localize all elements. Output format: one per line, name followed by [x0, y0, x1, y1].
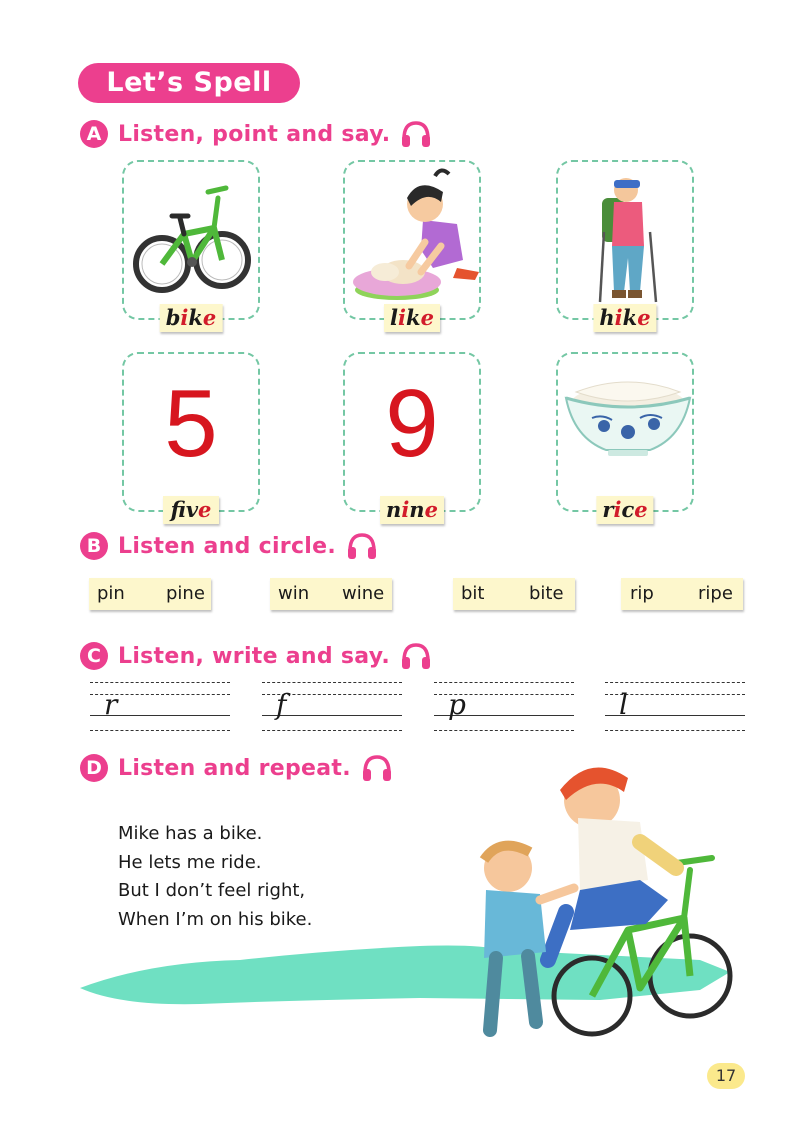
word-option[interactable]: win [278, 583, 310, 604]
headphones-icon[interactable] [400, 641, 432, 671]
hiker-picture [558, 162, 696, 322]
headphones-icon[interactable] [400, 119, 432, 149]
section-c-letter: C [80, 642, 108, 670]
headphones-icon[interactable] [361, 753, 393, 783]
writing-lines-4[interactable] [605, 680, 745, 732]
word-option[interactable]: bite [529, 583, 564, 604]
section-d-letter: D [80, 754, 108, 782]
girl-kneading-dough-picture [345, 162, 483, 322]
section-a-heading [80, 118, 432, 150]
section-b-heading [80, 530, 378, 562]
write-letter: p [448, 688, 466, 721]
card-hike[interactable] [556, 160, 694, 330]
headphones-icon[interactable] [346, 531, 378, 561]
section-d-heading [80, 752, 393, 784]
write-letter: l [619, 688, 628, 721]
circle-pair-pin[interactable] [89, 578, 211, 610]
word-option[interactable]: pin [97, 583, 125, 604]
section-b-letter: B [80, 532, 108, 560]
digit-five: 5 [164, 370, 218, 477]
rhyme-line: But I don’t feel right, [118, 880, 306, 901]
word-tag-five: fve [163, 496, 219, 524]
writing-lines-2[interactable] [262, 680, 402, 732]
section-c-title: Listen, write and say. [118, 643, 391, 669]
section-b-title: Listen and circle. [118, 533, 337, 559]
rhyme-line: He lets me ride. [118, 851, 262, 873]
bicycle-picture [124, 162, 262, 322]
word-tag-hike: hike [593, 304, 656, 332]
page-number: 17 [707, 1063, 745, 1089]
writing-lines-1[interactable] [90, 680, 230, 732]
digit-nine: 9 [385, 370, 439, 477]
write-letter: r [104, 688, 118, 721]
ground-shape [80, 946, 730, 1005]
section-a-title: Listen, point and say. [118, 121, 391, 147]
rhyme-line: When I’m on his bike. [118, 908, 313, 930]
card-rice[interactable] [556, 352, 694, 522]
writing-lines-3[interactable] [434, 680, 574, 732]
write-letter: f [276, 688, 287, 721]
section-a-letter: A [80, 120, 108, 148]
card-five[interactable] [122, 352, 260, 522]
circle-pair-win[interactable] [270, 578, 392, 610]
rice-bowl-picture [558, 354, 696, 514]
rhyme-line: Mike has a bike. [118, 823, 263, 844]
word-option[interactable]: wine [342, 583, 385, 604]
rhyme-text [118, 820, 312, 934]
word-option[interactable]: bit [461, 583, 485, 604]
word-tag-rice: rice [596, 496, 653, 524]
card-bike[interactable] [122, 160, 260, 330]
section-c-heading [80, 640, 432, 672]
card-like[interactable] [343, 160, 481, 330]
circle-pair-bit[interactable] [453, 578, 575, 610]
word-tag-bike: bike [160, 304, 223, 332]
word-option[interactable]: ripe [698, 583, 733, 604]
word-tag-like: like [384, 304, 440, 332]
word-tag-nine: nine [380, 496, 444, 524]
card-nine[interactable] [343, 352, 481, 522]
page-title: Let’s Spell [78, 63, 300, 103]
word-option[interactable]: pine [166, 583, 205, 604]
circle-pair-rip[interactable] [621, 578, 743, 610]
word-option[interactable]: rip [630, 583, 654, 604]
section-d-title: Listen and repeat. [118, 755, 351, 781]
